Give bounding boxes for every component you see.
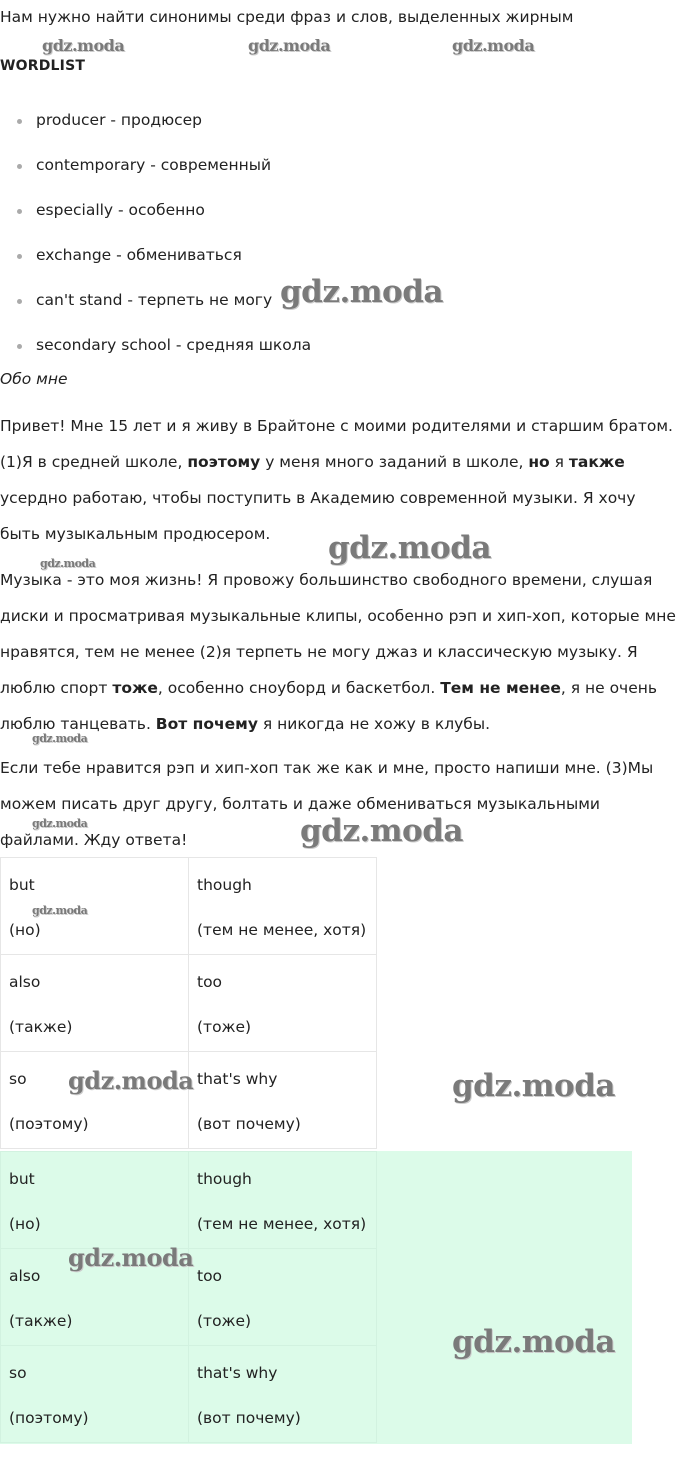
intro-text: Нам нужно найти синонимы среди фраз и слов, выделенных жирным	[0, 8, 574, 26]
table-cell	[1, 955, 189, 1052]
para-text: Привет! Мне 15 лет и я живу в Брайтоне с моими родителями и старшим братом. (1)Я в средней школе,	[0, 417, 673, 471]
cell-translation: (тоже)	[197, 1018, 252, 1036]
watermark: gdz.moda	[32, 904, 88, 917]
cell-word: also	[9, 1267, 41, 1285]
cell-translation: (тоже)	[197, 1312, 252, 1330]
cell-translation: (тем не менее, хотя)	[197, 921, 367, 939]
table-cell	[1, 858, 189, 955]
bold-word: Тем не менее	[440, 679, 561, 697]
table-row	[1, 955, 377, 1052]
para-text: , я не очень люблю танцевать.	[0, 679, 658, 733]
about-heading: Обо мне	[0, 370, 68, 388]
watermark: gdz.moda	[452, 1324, 615, 1360]
watermark: gdz.moda	[248, 36, 331, 55]
table-cell	[189, 1052, 377, 1149]
cell-translation: (тем не менее, хотя)	[197, 1215, 367, 1233]
table-row	[1, 858, 377, 955]
table-cell	[1, 1249, 189, 1346]
cell-translation: (также)	[9, 1018, 73, 1036]
bold-word: тоже	[112, 679, 158, 697]
table-row	[1, 1052, 377, 1149]
para-text: я	[549, 453, 569, 471]
table-cell	[189, 1346, 377, 1443]
cell-word: so	[9, 1364, 27, 1382]
cell-translation: (но)	[9, 921, 41, 939]
table-cell	[189, 858, 377, 955]
wordlist-item: secondary school - средняя школа	[0, 323, 311, 368]
bold-word: но	[528, 453, 550, 471]
table-row	[1, 1249, 377, 1346]
cell-word: too	[197, 973, 223, 991]
bold-word: поэтому	[187, 453, 261, 471]
wordlist-item: producer - продюсер	[0, 98, 311, 143]
table-cell	[189, 1249, 377, 1346]
paragraph-2	[0, 562, 680, 742]
cell-word: too	[197, 1267, 223, 1285]
para-text: Музыка - это моя жизнь! Я провожу большинство свободного времени, слушая диски и просматривая музыкальные клипы, особенно рэп и хип-хоп, которые мне нравятся, тем не менее (2)я терпеть не могу джаз и классическую музыку. Я люблю спорт	[0, 571, 676, 697]
watermark: gdz.moda	[280, 274, 443, 310]
watermark: gdz.moda	[32, 817, 88, 830]
cell-word: so	[9, 1070, 27, 1088]
bold-word: Вот почему	[155, 715, 258, 733]
cell-word: though	[197, 1170, 252, 1188]
cell-word: that's why	[197, 1364, 278, 1382]
wordlist-item: exchange - обмениваться	[0, 233, 311, 278]
cell-word: though	[197, 876, 252, 894]
wordlist	[0, 98, 311, 368]
cell-word: also	[9, 973, 41, 991]
table-row	[1, 1346, 377, 1443]
table-cell	[1, 1346, 189, 1443]
bold-word: также	[568, 453, 625, 471]
para-text: усердно работаю, чтобы поступить в Академию современной музыки. Я хочу быть музыкальным продюсером.	[0, 489, 636, 543]
watermark: gdz.moda	[68, 1243, 194, 1272]
synonyms-table	[0, 857, 377, 1149]
watermark: gdz.moda	[32, 732, 88, 745]
cell-translation: (поэтому)	[9, 1409, 89, 1427]
para-text: , особенно сноуборд и баскетбол.	[157, 679, 441, 697]
para-text: у меня много заданий в школе,	[260, 453, 529, 471]
para-text: я никогда не хожу в клубы.	[257, 715, 490, 733]
watermark: gdz.moda	[328, 530, 491, 566]
cell-word: but	[9, 1170, 35, 1188]
watermark: gdz.moda	[68, 1066, 194, 1095]
table-cell	[189, 1152, 377, 1249]
watermark: gdz.moda	[42, 36, 125, 55]
cell-word: but	[9, 876, 35, 894]
cell-word: that's why	[197, 1070, 278, 1088]
watermark: gdz.moda	[40, 557, 96, 570]
synonyms-table-highlighted	[0, 1151, 377, 1443]
wordlist-title: WORDLIST	[0, 58, 86, 74]
table-cell	[1, 1052, 189, 1149]
paragraph-1	[0, 408, 680, 552]
cell-translation: (вот почему)	[197, 1409, 301, 1427]
table-row	[1, 1152, 377, 1249]
table-cell	[189, 955, 377, 1052]
paragraph-3: Если тебе нравится рэп и хип-хоп так же как и мне, просто напиши мне. (3)Мы можем писать друг другу, болтать и даже обмениваться музыкальными файлами. Жду ответа!	[0, 759, 654, 849]
wordlist-item: contemporary - современный	[0, 143, 311, 188]
cell-translation: (поэтому)	[9, 1115, 89, 1133]
cell-translation: (вот почему)	[197, 1115, 301, 1133]
watermark: gdz.moda	[452, 36, 535, 55]
cell-translation: (также)	[9, 1312, 73, 1330]
cell-translation: (но)	[9, 1215, 41, 1233]
watermark: gdz.moda	[300, 813, 463, 849]
wordlist-item: can't stand - терпеть не могу	[0, 278, 311, 323]
table-cell	[1, 1152, 189, 1249]
wordlist-item: especially - особенно	[0, 188, 311, 233]
watermark: gdz.moda	[452, 1068, 615, 1104]
